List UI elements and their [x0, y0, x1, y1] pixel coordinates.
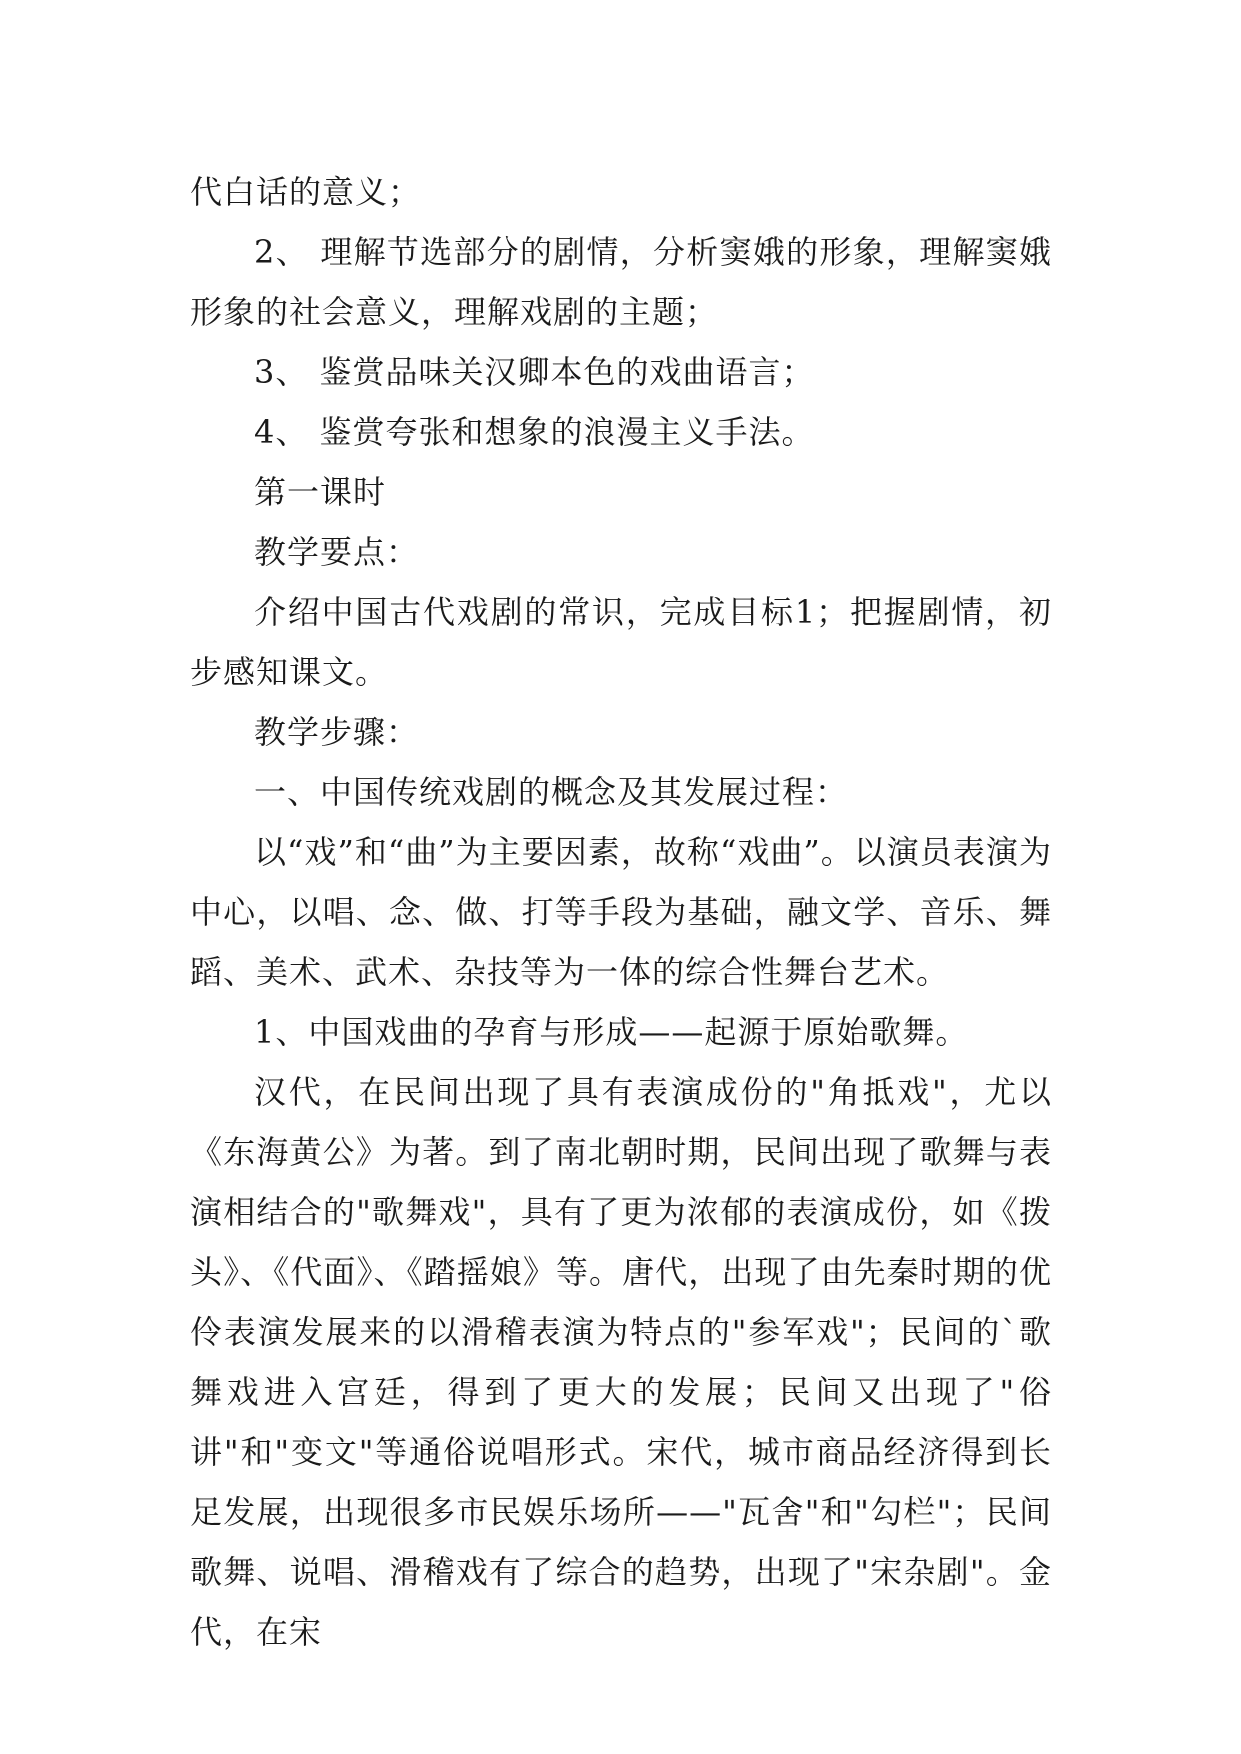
paragraph-continuation: 代白话的意义； — [190, 173, 422, 211]
lesson-heading: 第一课时 — [254, 473, 387, 511]
objective-4: 4、 鉴赏夸张和想象的浪漫主义手法。 — [254, 413, 815, 451]
subsection-heading-1: 1、中国戏曲的孕育与形成——起源于原始歌舞。 — [254, 1013, 969, 1051]
objective-3: 3、 鉴赏品味关汉卿本色的戏曲语言； — [254, 353, 815, 391]
teaching-points-text: 介绍中国古代戏剧的常识，完成目标1；把握剧情，初步感知课文。 — [190, 593, 1052, 691]
history-paragraph: 汉代，在民间出现了具有表演成份的"角抵戏"，尤以《东海黄公》为著。到了南北朝时期，民间出现了歌舞与表演相结合的"歌舞戏"，具有了更为浓郁的表演成份，如《拨头》、《代面》、《踏摇娘》等。唐代，出现了由先秦时期的优伶表演发展来的以滑稽表演为特点的"参军戏"；民间的`歌舞戏进入宫廷，得到了更大的发展；民间又出现了"俗讲"和"变文"等通俗说唱形式。宋代，城市商品经济得到长足发展，出现很多市民娱乐场所——"瓦舍"和"勾栏"；民间歌舞、说唱、滑稽戏有了综合的趋势，出现了"宋杂剧"。金代，在宋 — [190, 1073, 1052, 1651]
teaching-points-heading: 教学要点： — [254, 533, 420, 571]
definition-paragraph: 以“戏”和“曲”为主要因素，故称“戏曲”。以演员表演为中心，以唱、念、做、打等手段为基础，融文学、音乐、舞蹈、美术、武术、杂技等为一体的综合性舞台艺术。 — [190, 833, 1052, 991]
section-heading-1: 一、中国传统戏剧的概念及其发展过程： — [254, 773, 849, 811]
objective-2: 2、 理解节选部分的剧情，分析窦娥的形象，理解窦娥形象的社会意义，理解戏剧的主题； — [190, 233, 1052, 331]
teaching-steps-heading: 教学步骤： — [254, 713, 420, 751]
document-body — [190, 162, 1052, 1662]
